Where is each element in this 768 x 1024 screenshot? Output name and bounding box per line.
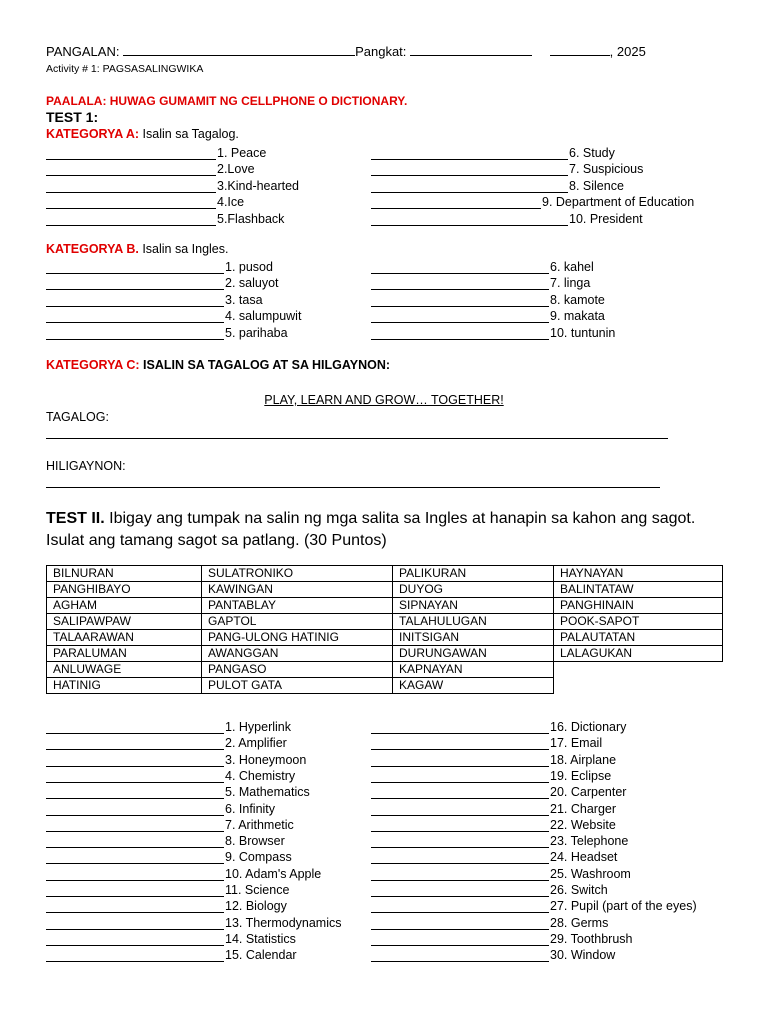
test2-right-answer-line[interactable] [371, 787, 549, 799]
test2-left-item-label: 5. Mathematics [225, 785, 310, 800]
cat-c-instruction: ISALIN SA TAGALOG AT SA HILGAYNON: [143, 358, 391, 372]
test2-left-answer-line[interactable] [46, 901, 224, 913]
test2-right-item-label: 23. Telephone [550, 834, 629, 849]
test2-right-item [371, 832, 628, 848]
cat-a-left-item-label: 4.Ice [217, 195, 245, 210]
word-box-cell: TALAARAWAN [47, 630, 202, 646]
test2-left-item [46, 865, 321, 881]
test2-instruction-1: Ibigay ang tumpak na salin ng mga salita sa Ingles at hanapin sa kahon ang sagot. [104, 510, 696, 527]
test2-left-item-label: 11. Science [225, 883, 290, 897]
word-box-cell: PANG-ULONG HATINIG [202, 630, 393, 646]
test2-right-answer-line[interactable] [371, 901, 549, 913]
test2-right-answer-line[interactable] [371, 738, 549, 750]
test2-right-item [371, 848, 617, 864]
year-suffix: , 2025 [609, 44, 646, 59]
word-box-cell: PANGHIBAYO [47, 582, 202, 598]
cat-b-right-answer-line[interactable] [371, 278, 549, 290]
test2-right-answer-line[interactable] [371, 950, 549, 962]
test2-left-item [46, 734, 287, 750]
test2-right-item [371, 767, 611, 783]
test2-right-item [371, 718, 626, 734]
test2-right-answer-line[interactable] [371, 722, 549, 734]
cat-a-left-item [46, 193, 244, 209]
date-field[interactable] [550, 44, 610, 56]
cat-a-right-item-label: 10. President [569, 211, 643, 226]
test2-right-item-label: 28. Germs [550, 915, 609, 930]
word-box-cell: BALINTATAW [554, 582, 723, 598]
test2-left-answer-line[interactable] [46, 950, 224, 962]
test2-right-item [371, 816, 616, 832]
cat-b-left-item [46, 258, 273, 274]
tagalog-label: TAGALOG: [46, 410, 109, 424]
word-box-cell: PARALUMAN [47, 646, 202, 662]
cat-a-label: KATEGORYA A: [46, 127, 140, 141]
cat-b-right-answer-line[interactable] [371, 262, 549, 274]
test2-left-item [46, 832, 285, 848]
test2-right-answer-line[interactable] [371, 852, 549, 864]
word-box-cell [554, 662, 723, 678]
cat-b-left-answer-line[interactable] [46, 311, 224, 323]
cat-b-left-item-label: 1. pusod [225, 260, 273, 274]
test2-right-item [371, 930, 632, 946]
word-box-row [47, 582, 723, 598]
cat-b-left-answer-line[interactable] [46, 278, 224, 290]
test2-left-answer-line[interactable] [46, 738, 224, 750]
word-box-cell: TALAHULUGAN [393, 614, 554, 630]
word-box-cell: PANGHINAIN [554, 598, 723, 614]
test2-right-item-label: 29. Toothbrush [550, 931, 633, 946]
test2-left-item [46, 816, 294, 832]
cat-b-right-item [371, 307, 605, 323]
test2-right-item-label: 26. Switch [550, 883, 608, 897]
test2-left-item-label: 7. Arithmetic [225, 817, 294, 832]
word-box-cell: PULOT GATA [202, 678, 393, 694]
test2-left-item [46, 751, 306, 767]
cat-a-left-item [46, 144, 266, 160]
cat-b-instruction: Isalin sa Ingles. [142, 242, 229, 256]
test2-left-item-label: 2. Amplifier [225, 736, 287, 751]
test2-left-item-label: 1. Hyperlink [225, 720, 291, 734]
test2-left-item-label: 9. Compass [225, 850, 292, 865]
test2-left-item-label: 15. Calendar [225, 948, 297, 963]
test2-right-answer-line[interactable] [371, 804, 549, 816]
name-field[interactable] [123, 44, 355, 56]
test2-left-item [46, 914, 342, 930]
word-box-row [47, 566, 723, 582]
test2-left-item [46, 718, 291, 734]
cat-a-left-answer-line[interactable] [46, 181, 216, 193]
word-box-cell [554, 678, 723, 694]
test2-left-item-label: 6. Infinity [225, 801, 276, 816]
test2-right-answer-line[interactable] [371, 836, 549, 848]
cat-a-right-item [371, 160, 643, 176]
cat-a-right-item-label: 7. Suspicious [569, 162, 644, 177]
cat-b-left-answer-line[interactable] [46, 262, 224, 274]
test2-left-item [46, 783, 310, 799]
word-box-cell: LALAGUKAN [554, 646, 723, 662]
cat-a-right-answer-line[interactable] [371, 164, 568, 176]
hiligaynon-label: HILIGAYNON: [46, 459, 126, 473]
test2-right-answer-line[interactable] [371, 934, 549, 946]
cat-b-left-item-label: 5. parihaba [225, 325, 288, 340]
word-box-cell: SULATRONIKO [202, 566, 393, 582]
cat-a-left-item-label: 5.Flashback [217, 211, 285, 226]
test2-left-item [46, 946, 297, 962]
word-box-cell: AWANGGAN [202, 646, 393, 662]
cat-b-right-item-label: 10. tuntunin [550, 325, 616, 340]
word-box-cell: SIPNAYAN [393, 598, 554, 614]
cat-b-left-item [46, 291, 263, 307]
test2-left-item [46, 800, 275, 816]
word-box-row [47, 662, 723, 678]
word-box-row [47, 614, 723, 630]
test2-right-item-label: 19. Eclipse [550, 768, 612, 783]
test2-left-answer-line[interactable] [46, 787, 224, 799]
test2-instructions [46, 508, 695, 552]
cat-a-right-item-label: 9. Department of Education [542, 195, 695, 210]
word-box-row [47, 646, 723, 662]
word-box-row [47, 678, 723, 694]
cat-a-left-answer-line[interactable] [46, 164, 216, 176]
cat-a-left-answer-line[interactable] [46, 148, 216, 160]
cat-b-right-item [371, 324, 615, 340]
test1-title: TEST 1: [46, 109, 99, 125]
cat-a-instruction: Isalin sa Tagalog. [142, 127, 239, 141]
word-box-cell: PALIKURAN [393, 566, 554, 582]
word-box-cell: GAPTOL [202, 614, 393, 630]
test2-left-item [46, 897, 287, 913]
word-box-cell: BILNURAN [47, 566, 202, 582]
test2-right-item-label: 22. Website [550, 817, 616, 832]
word-box-cell: HATINIG [47, 678, 202, 694]
header-row [46, 44, 646, 59]
test2-right-answer-line[interactable] [371, 885, 549, 897]
cat-b-label: KATEGORYA B. [46, 242, 139, 256]
test2-left-answer-line[interactable] [46, 755, 224, 767]
test2-left-answer-line[interactable] [46, 885, 224, 897]
test2-right-item [371, 751, 616, 767]
test2-right-item-label: 30. Window [550, 948, 616, 963]
word-box-cell: DURUNGAWAN [393, 646, 554, 662]
word-box-row [47, 598, 723, 614]
word-box [46, 565, 723, 694]
test2-right-item [371, 946, 615, 962]
test2-right-answer-line[interactable] [371, 755, 549, 767]
test2-left-item [46, 881, 289, 897]
cat-b-right-answer-line[interactable] [371, 295, 549, 307]
word-box-cell: KAPNAYAN [393, 662, 554, 678]
reminder: PAALALA: HUWAG GUMAMIT NG CELLPHONE O DICTIONARY. [46, 94, 408, 108]
test2-right-item [371, 914, 608, 930]
word-box-cell: DUYOG [393, 582, 554, 598]
test2-left-item-label: 10. Adam's Apple [225, 866, 322, 881]
test2-right-item [371, 897, 697, 913]
cat-b-left-answer-line[interactable] [46, 328, 224, 340]
word-box-cell: PALAUTATAN [554, 630, 723, 646]
cat-a-left-answer-line[interactable] [46, 197, 216, 209]
test2-right-item-label: 25. Washroom [550, 866, 631, 881]
cat-b-right-answer-line[interactable] [371, 311, 549, 323]
test2-left-answer-line[interactable] [46, 722, 224, 734]
name-label: PANGALAN: [46, 44, 120, 59]
cat-a-right-item-label: 8. Silence [569, 178, 624, 193]
word-box-cell: KAGAW [393, 678, 554, 694]
test2-left-item-label: 14. Statistics [225, 931, 296, 946]
test2-right-item-label: 18. Airplane [550, 752, 617, 767]
cat-b-right-answer-line[interactable] [371, 328, 549, 340]
test2-left-answer-line[interactable] [46, 918, 224, 930]
hiligaynon-answer-line[interactable] [46, 487, 660, 488]
word-box-row [47, 630, 723, 646]
cat-a-right-answer-line[interactable] [371, 197, 541, 209]
word-box-cell: POOK-SAPOT [554, 614, 723, 630]
word-box-cell: PANTABLAY [202, 598, 393, 614]
cat-b-right-item [371, 274, 590, 290]
word-box-cell: ANLUWAGE [47, 662, 202, 678]
cat-a-left-item [46, 177, 299, 193]
test2-left-item [46, 930, 296, 946]
group-label: Pangkat: [355, 44, 407, 59]
test2-left-item-label: 4. Chemistry [225, 768, 296, 783]
word-box-cell: INITSIGAN [393, 630, 554, 646]
cat-a-right-answer-line[interactable] [371, 214, 568, 226]
cat-a-left-item-label: 2.Love [217, 162, 255, 177]
test2-left-answer-line[interactable] [46, 934, 224, 946]
test2-right-item-label: 24. Headset [550, 850, 618, 865]
test2-right-answer-line[interactable] [371, 869, 549, 881]
cat-a-right-item [371, 177, 624, 193]
test2-right-item-label: 20. Carpenter [550, 785, 627, 800]
test2-right-answer-line[interactable] [371, 820, 549, 832]
word-box-cell: KAWINGAN [202, 582, 393, 598]
test2-left-answer-line[interactable] [46, 804, 224, 816]
test2-left-answer-line[interactable] [46, 836, 224, 848]
test2-right-answer-line[interactable] [371, 771, 549, 783]
test2-left-item [46, 767, 295, 783]
cat-c-heading [46, 358, 390, 372]
word-box-cell: AGHAM [47, 598, 202, 614]
cat-a-right-answer-line[interactable] [371, 181, 568, 193]
word-box-cell: SALIPAWPAW [47, 614, 202, 630]
cat-c-label: KATEGORYA C: [46, 358, 140, 372]
test2-left-item-label: 13. Thermodynamics [225, 915, 342, 930]
cat-a-right-answer-line[interactable] [371, 148, 568, 160]
cat-b-right-item [371, 258, 594, 274]
word-box-cell: PANGASO [202, 662, 393, 678]
test2-left-item-label: 8. Browser [225, 834, 285, 849]
test2-right-item [371, 865, 631, 881]
test2-instruction-2: Isulat ang tamang sagot sa patlang. (30 Puntos) [46, 532, 387, 549]
test2-left-answer-line[interactable] [46, 771, 224, 783]
cat-a-right-item [371, 210, 643, 226]
cat-c-phrase: PLAY, LEARN AND GROW… TOGETHER! [264, 393, 504, 407]
cat-b-right-item-label: 8. kamote [550, 292, 605, 307]
test2-right-item [371, 881, 608, 897]
tagalog-answer-line[interactable] [46, 438, 668, 439]
cat-b-left-item [46, 307, 301, 323]
test2-left-item-label: 12. Biology [225, 899, 287, 914]
cat-b-left-item-label: 2. saluyot [225, 276, 279, 291]
cat-b-left-item-label: 4. salumpuwit [225, 309, 302, 324]
test2-right-item-label: 27. Pupil (part of the eyes) [550, 899, 697, 914]
test2-left-item-label: 3. Honeymoon [225, 752, 307, 767]
test2-right-item [371, 800, 616, 816]
cat-b-right-item-label: 6. kahel [550, 260, 594, 274]
cat-a-right-item [371, 144, 615, 160]
cat-a-left-item [46, 160, 255, 176]
test2-right-item-label: 16. Dictionary [550, 720, 627, 734]
test2-left-answer-line[interactable] [46, 820, 224, 832]
cat-b-right-item [371, 291, 605, 307]
cat-a-right-item-label: 6. Study [569, 146, 615, 160]
test2-right-answer-line[interactable] [371, 918, 549, 930]
cat-b-right-item-label: 9. makata [550, 309, 605, 324]
cat-a-left-item-label: 1. Peace [217, 146, 267, 160]
word-box-cell: HAYNAYAN [554, 566, 723, 582]
cat-a-left-answer-line[interactable] [46, 214, 216, 226]
test2-right-item-label: 17. Email [550, 736, 603, 751]
cat-b-heading [46, 242, 229, 256]
test2-right-item [371, 783, 626, 799]
cat-b-right-item-label: 7. linga [550, 276, 591, 291]
test2-right-item-label: 21. Charger [550, 801, 617, 816]
cat-a-heading [46, 127, 239, 141]
test2-left-answer-line[interactable] [46, 869, 224, 881]
test2-left-item [46, 848, 292, 864]
cat-b-left-item-label: 3. tasa [225, 292, 263, 307]
test2-left-answer-line[interactable] [46, 852, 224, 864]
cat-b-left-item [46, 324, 288, 340]
cat-a-left-item [46, 210, 284, 226]
group-field[interactable] [410, 44, 532, 56]
test2-right-item [371, 734, 602, 750]
cat-a-right-item [371, 193, 694, 209]
activity-title: Activity # 1: PAGSASALINGWIKA [46, 63, 204, 75]
cat-a-left-item-label: 3.Kind-hearted [217, 178, 300, 193]
cat-b-left-answer-line[interactable] [46, 295, 224, 307]
cat-b-left-item [46, 274, 279, 290]
test2-title: TEST II. [46, 510, 105, 527]
